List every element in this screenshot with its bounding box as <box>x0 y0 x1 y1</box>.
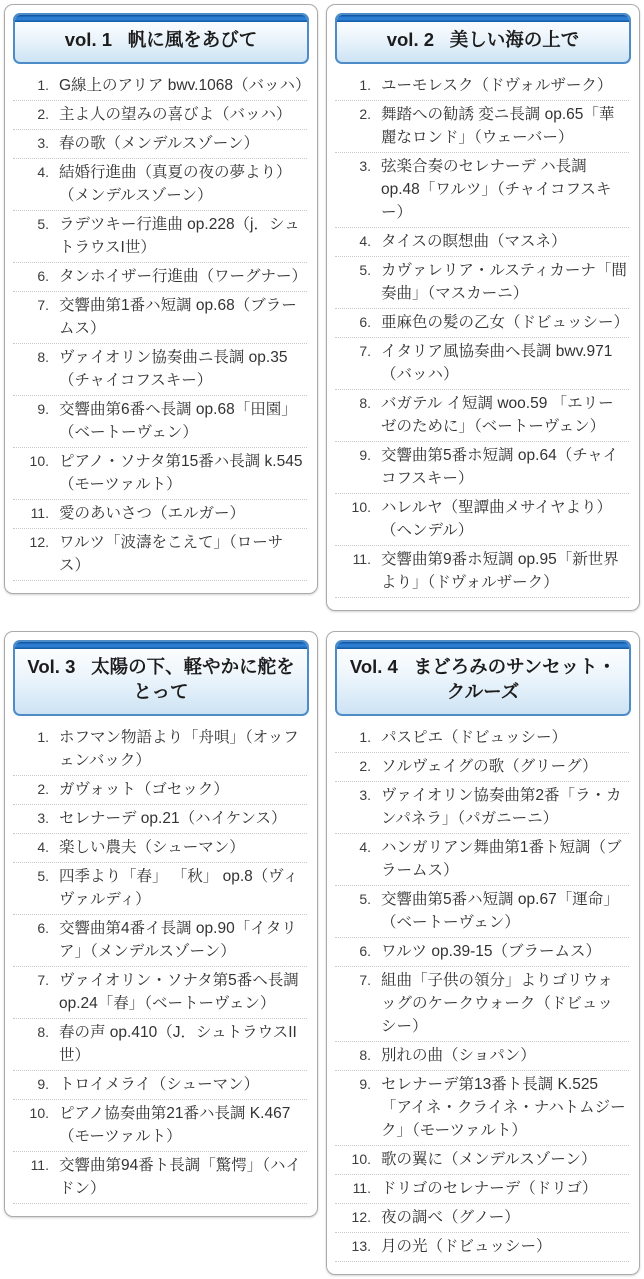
track-item <box>335 886 629 938</box>
volume-title: 帆に風をあびて <box>127 29 258 50</box>
track-title: ヴァイオリン協奏曲ニ長調 op.35（チャイコフスキー） <box>59 348 288 389</box>
track-item <box>13 776 307 805</box>
track-title: 交響曲第9番ホ短調 op.95「新世界より」（ドヴォルザーク） <box>381 550 619 591</box>
track-title: 亜麻色の髪の乙女（ドビュッシー） <box>381 313 630 331</box>
volume-4-heading <box>337 649 629 714</box>
volume-panel-4 <box>326 631 640 1275</box>
track-number: 6. <box>359 942 371 959</box>
track-number: 7. <box>37 971 49 988</box>
track-item <box>13 72 311 101</box>
header-accent-bar <box>15 15 307 22</box>
track-number: 4. <box>37 838 49 855</box>
track-number: 7. <box>37 296 49 313</box>
track-item <box>13 101 307 130</box>
track-title: 愛のあいさつ（エルガー） <box>59 504 246 522</box>
track-number: 2. <box>37 780 49 797</box>
track-item <box>13 500 307 529</box>
track-number: 11. <box>30 504 49 521</box>
track-title: 結婚行進曲（真夏の夜の夢より）（メンデルスゾーン） <box>59 163 292 204</box>
track-number: 8. <box>359 1046 371 1063</box>
track-title: セレナーデ第13番ト長調 K.525「アイネ・クライネ・ナハトムジーク」（モーツァルト） <box>381 1075 626 1139</box>
track-item <box>335 72 629 101</box>
track-number: 5. <box>359 261 371 278</box>
track-number: 3. <box>359 157 371 174</box>
track-number: 7. <box>359 342 371 359</box>
track-title: 春の歌（メンデルスゾーン） <box>59 134 259 152</box>
volume-3-track-list <box>13 724 307 1204</box>
track-number: 6. <box>359 313 371 330</box>
track-item <box>335 1233 629 1262</box>
track-item <box>335 546 629 598</box>
track-item <box>13 967 307 1019</box>
track-item <box>335 228 629 257</box>
track-item <box>335 101 629 153</box>
volume-2-track-list <box>335 72 629 598</box>
track-number: 3. <box>37 134 49 151</box>
track-number: 1. <box>37 728 49 745</box>
track-item <box>335 1175 629 1204</box>
track-item <box>13 396 307 448</box>
volume-title: まどろみのサンセット・クルーズ <box>413 655 617 702</box>
header-accent-bar <box>337 642 629 649</box>
track-item <box>335 967 629 1042</box>
track-title: タイスの瞑想曲（マスネ） <box>381 232 567 250</box>
track-item <box>13 915 307 967</box>
track-title: ワルツ「波濤をこえて」（ローサス） <box>59 533 284 574</box>
track-number: 8. <box>359 394 371 411</box>
track-title: G線上のアリア bwv.1068（バッハ） <box>59 76 311 94</box>
track-title: 交響曲第5番ホ短調 op.64（チャイコフスキー） <box>381 446 619 487</box>
track-title: 別れの曲（ショパン） <box>381 1046 536 1064</box>
track-item <box>13 805 307 834</box>
track-number: 13. <box>351 1237 371 1254</box>
track-item <box>13 211 307 263</box>
track-item <box>335 494 629 546</box>
track-title: ピアノ・ソナタ第15番ハ長調 k.545（モーツァルト） <box>59 452 303 493</box>
track-number: 3. <box>37 809 49 826</box>
track-title: パスピエ（ドビュッシー） <box>381 728 568 746</box>
track-number: 4. <box>359 232 371 249</box>
track-title: 交響曲第6番ヘ長調 op.68「田園」（ベートーヴェン） <box>59 400 297 441</box>
track-title: バガテル イ短調 woo.59 「エリーゼのために」（ベートーヴェン） <box>381 394 614 435</box>
volume-label: vol. 1 <box>64 29 113 50</box>
track-number: 12. <box>351 1208 371 1225</box>
volume-panel-3 <box>4 631 318 1217</box>
track-item <box>13 1019 307 1071</box>
track-number: 1. <box>359 728 371 745</box>
track-item <box>335 309 629 338</box>
volume-4-header <box>335 640 631 716</box>
track-title: 交響曲第5番ハ短調 op.67「運命」（ベートーヴェン） <box>381 890 619 931</box>
track-title: ラデツキー行進曲 op.228（j．シュトラウスI世） <box>59 215 300 256</box>
track-number: 10. <box>29 452 49 469</box>
track-number: 9. <box>37 1075 49 1092</box>
track-number: 1. <box>359 76 371 93</box>
track-title: セレナーデ op.21（ハイケンス） <box>59 809 287 827</box>
track-title: 交響曲第94番ト長調「驚愕」（ハイドン） <box>59 1156 301 1197</box>
track-title: ガヴォット（ゴセック） <box>59 780 229 798</box>
track-title: ハンガリアン舞曲第1番ト短調（ブラームス） <box>381 838 622 879</box>
track-item <box>335 1071 629 1146</box>
track-title: 交響曲第4番イ長調 op.90「イタリア」（メンデルスゾーン） <box>59 919 297 960</box>
track-number: 9. <box>359 446 371 463</box>
volume-3-heading <box>15 649 307 714</box>
track-item <box>335 1204 629 1233</box>
track-title: ユーモレスク（ドヴォルザーク） <box>381 76 613 94</box>
track-item <box>335 153 629 228</box>
track-number: 11. <box>352 1179 371 1196</box>
track-title: 楽しい農夫（シューマン） <box>59 838 245 856</box>
track-item <box>335 442 629 494</box>
track-item <box>335 938 629 967</box>
track-title: ホフマン物語より「舟唄」（オッフェンバック） <box>59 728 299 769</box>
track-item <box>13 724 307 776</box>
track-title: 夜の調べ（グノー） <box>381 1208 520 1226</box>
track-title: ソルヴェイグの歌（グリーグ） <box>381 757 598 775</box>
track-title: ヴァイオリン・ソナタ第5番ヘ長調 op.24「春」（ベートーヴェン） <box>59 971 299 1012</box>
track-item <box>335 1042 629 1071</box>
volume-4-track-list <box>335 724 629 1262</box>
track-item <box>335 753 629 782</box>
header-accent-bar <box>15 642 307 649</box>
track-number: 2. <box>359 105 371 122</box>
volume-label: Vol. 4 <box>349 655 398 677</box>
track-item <box>335 390 629 442</box>
track-item <box>13 529 307 581</box>
track-item <box>335 257 629 309</box>
track-number: 9. <box>37 400 49 417</box>
track-title: タンホイザー行進曲（ワーグナー） <box>59 267 308 285</box>
track-item <box>335 724 629 753</box>
volume-2-header <box>335 13 631 64</box>
volume-panel-2 <box>326 4 640 611</box>
track-number: 4. <box>359 838 371 855</box>
track-item <box>13 863 307 915</box>
track-number: 10. <box>29 1104 49 1121</box>
track-number: 7. <box>359 971 371 988</box>
track-item <box>335 1146 629 1175</box>
track-title: イタリア風協奏曲ヘ長調 bwv.971（バッハ） <box>381 342 613 383</box>
track-title: 歌の翼に（メンデルスゾーン） <box>381 1150 597 1168</box>
track-item <box>13 1071 307 1100</box>
track-number: 5. <box>37 867 49 884</box>
volume-3-header <box>13 640 309 716</box>
track-number: 8. <box>37 348 49 365</box>
track-title: ドリゴのセレナーデ（ドリゴ） <box>381 1179 598 1197</box>
track-title: 交響曲第1番ハ短調 op.68（ブラームス） <box>59 296 297 337</box>
track-title: ハレルヤ（聖譚曲メサイヤより）（ヘンデル） <box>381 498 613 539</box>
track-title: 組曲「子供の領分」よりゴリウォッグのケークウォーク（ドビュッシー） <box>381 971 613 1035</box>
header-accent-bar <box>337 15 629 22</box>
track-number: 6. <box>37 919 49 936</box>
volume-1-track-list <box>13 72 311 581</box>
track-item <box>335 834 629 886</box>
track-item <box>13 159 307 211</box>
volume-label: vol. 2 <box>386 29 435 50</box>
track-number: 1. <box>37 76 49 93</box>
track-number: 6. <box>37 267 49 284</box>
track-title: 弦楽合奏のセレナーデ ハ長調 op.48「ワルツ」（チャイコフスキー） <box>381 157 612 221</box>
track-item <box>13 130 307 159</box>
track-title: 四季より「春」 「秋」 op.8（ヴィヴァルディ） <box>59 867 299 908</box>
track-number: 5. <box>37 215 49 232</box>
track-item <box>13 344 307 396</box>
track-title: トロイメライ（シューマン） <box>59 1075 260 1093</box>
track-title: 舞踏への勧誘 変ニ長調 op.65「華麗なロンド」（ウェーバー） <box>381 105 615 146</box>
volume-1-header <box>13 13 309 64</box>
track-number: 3. <box>359 786 371 803</box>
track-number: 10. <box>351 1150 371 1167</box>
track-title: ワルツ op.39-15（ブラームス） <box>381 942 602 960</box>
track-number: 11. <box>30 1156 49 1173</box>
volume-title: 美しい海の上で <box>449 29 580 50</box>
track-title: ヴァイオリン協奏曲第2番「ラ・カンパネラ」（パガニーニ） <box>381 786 622 827</box>
track-item <box>13 834 307 863</box>
volume-1-heading <box>15 22 307 62</box>
track-number: 9. <box>359 1075 371 1092</box>
track-item <box>335 338 629 390</box>
track-item <box>13 1152 307 1204</box>
track-item <box>335 782 629 834</box>
track-number: 10. <box>351 498 371 515</box>
track-title: 主よ人の望みの喜びよ（バッハ） <box>59 105 292 123</box>
track-number: 2. <box>37 105 49 122</box>
track-number: 12. <box>29 533 49 550</box>
track-title: 月の光（ドビュッシー） <box>381 1237 552 1255</box>
volume-title: 太陽の下、軽やかに舵をとって <box>91 655 295 702</box>
track-title: カヴァレリア・ルスティカーナ「間奏曲」（マスカーニ） <box>381 261 627 302</box>
track-item <box>13 448 307 500</box>
track-number: 2. <box>359 757 371 774</box>
volume-panel-1 <box>4 4 318 594</box>
volume-label: Vol. 3 <box>27 655 76 677</box>
track-number: 4. <box>37 163 49 180</box>
track-item <box>13 263 307 292</box>
volume-2-heading <box>337 22 629 62</box>
track-title: ピアノ協奏曲第21番ハ長調 K.467（モーツァルト） <box>59 1104 291 1145</box>
track-number: 11. <box>352 550 371 567</box>
track-number: 8. <box>37 1023 49 1040</box>
track-item <box>13 292 307 344</box>
track-title: 春の声 op.410（J．シュトラウスII世） <box>59 1023 297 1064</box>
track-item <box>13 1100 307 1152</box>
track-number: 5. <box>359 890 371 907</box>
